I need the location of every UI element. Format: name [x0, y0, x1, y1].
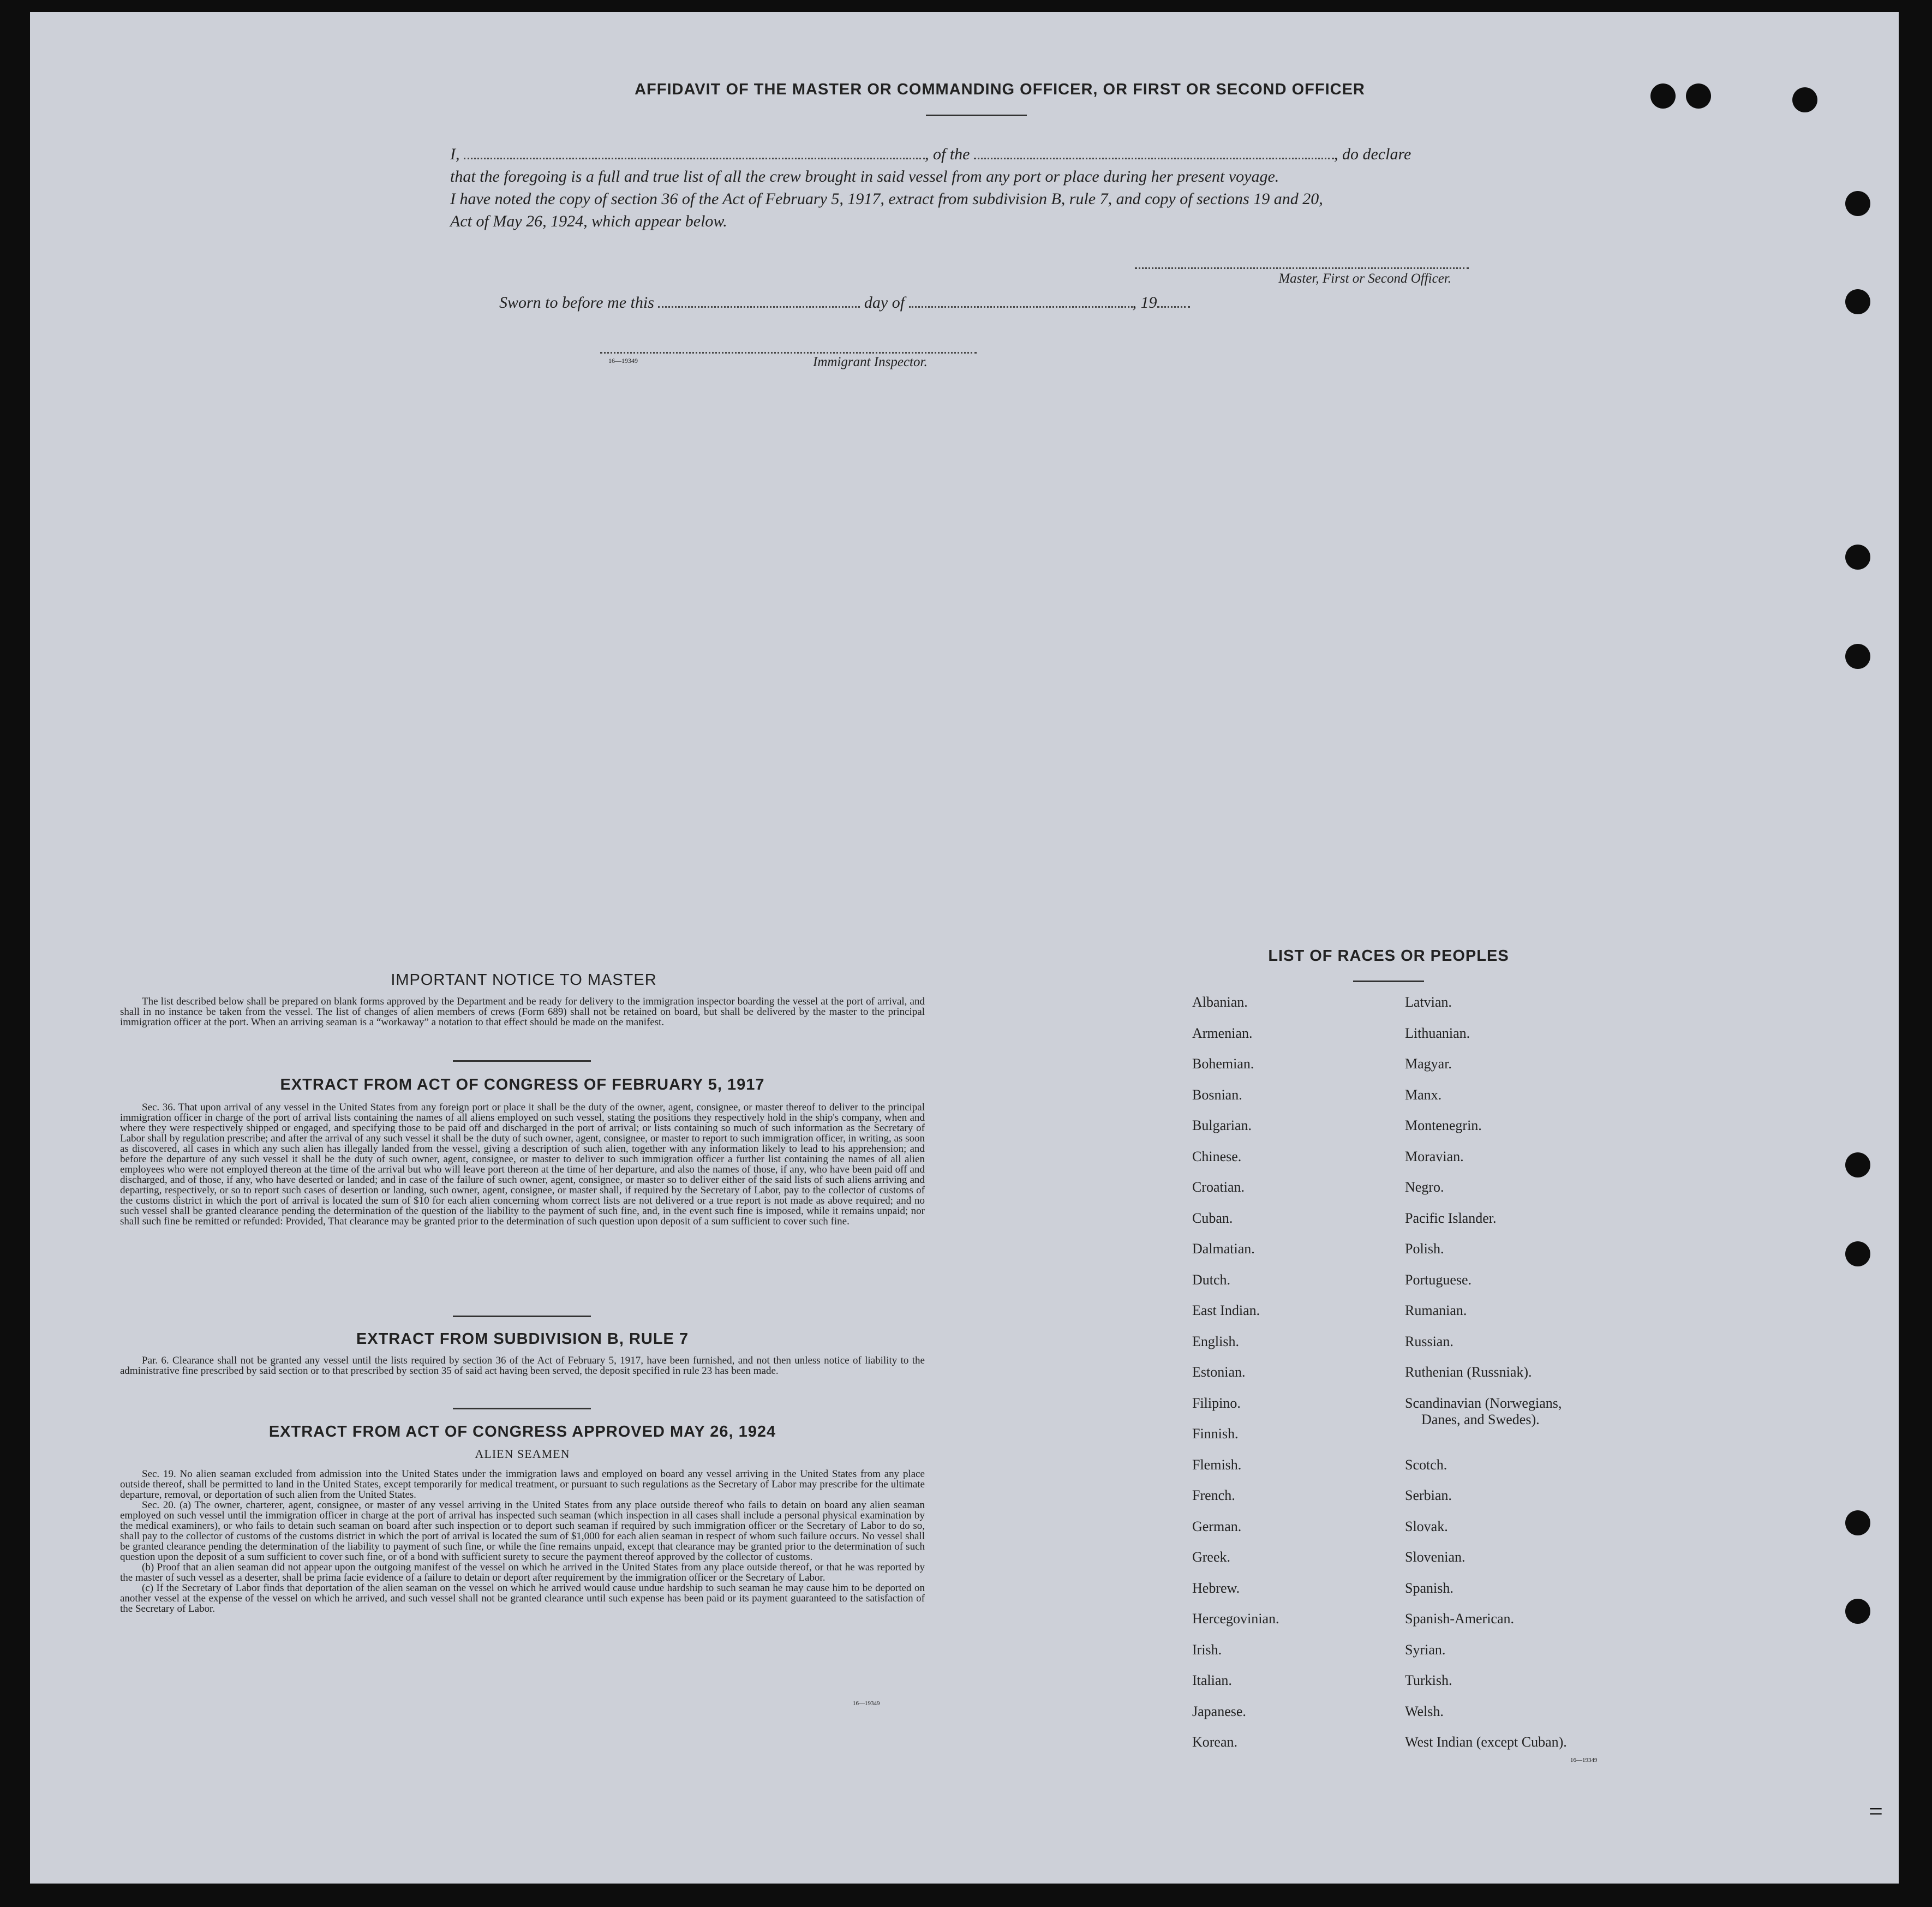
- race-item: Flemish.: [1192, 1456, 1242, 1473]
- race-item: Korean.: [1192, 1734, 1238, 1750]
- declaration-line-3: I have noted the copy of section 36 of the Act of February 5, 1917, extract from subdivision B, rule 7, and copy of sections 19 and 20,: [450, 190, 1323, 208]
- race-item: Slovak.: [1405, 1518, 1448, 1534]
- race-item: English.: [1192, 1333, 1239, 1349]
- races-left-column: [1192, 994, 1279, 1765]
- inspector-signature-field[interactable]: [600, 352, 977, 354]
- race-item: East Indian.: [1192, 1302, 1260, 1318]
- race-item: [1405, 1395, 1567, 1457]
- race-item: Cuban.: [1192, 1210, 1233, 1226]
- declaration-of: , of the: [925, 145, 970, 163]
- race-item: Finnish.: [1192, 1426, 1239, 1442]
- signature-label: Master, First or Second Officer.: [1278, 271, 1451, 286]
- declaration-declare: , do declare: [1334, 145, 1411, 163]
- sworn-year-field[interactable]: [1157, 306, 1190, 308]
- race-item: Moravian.: [1405, 1148, 1464, 1164]
- title-divider: [926, 115, 1027, 116]
- officer-name-field[interactable]: [464, 157, 925, 159]
- sworn-statement: [499, 294, 1263, 312]
- race-item: Bulgarian.: [1192, 1117, 1252, 1133]
- race-item: Rumanian.: [1405, 1302, 1467, 1318]
- punch-hole: [1686, 83, 1711, 109]
- punch-hole: [1845, 644, 1870, 669]
- sec-20b-paragraph: (b) Proof that an alien seaman did not appear upon the outgoing manifest of the vessel on which he arrived in the United States from any place outside thereof, or that he was reported by the master of such vessel as a deserter, shall be prima facie evidence of a failure to detain or deport after requirement by the immigration officer or the Secretary of Labor.: [120, 1562, 925, 1583]
- margin-mark: =: [1869, 1797, 1883, 1825]
- punch-hole: [1845, 1599, 1870, 1624]
- punch-hole: [1845, 1241, 1870, 1266]
- race-item: Syrian.: [1405, 1641, 1446, 1658]
- section-divider: [453, 1060, 591, 1062]
- par-6-paragraph: Par. 6. Clearance shall not be granted any vessel until the lists required by section 36 of the Act of February 5, 1917, have been furnished, and not then unless notice of liability to the administrative fine prescribed by said section or to that prescribed by section 35 of said act having been served, the deposit specified in rule 23 has been made.: [120, 1355, 925, 1377]
- race-item: Dutch.: [1192, 1271, 1231, 1288]
- race-item: German.: [1192, 1518, 1242, 1534]
- signature-field[interactable]: [1135, 267, 1469, 269]
- declaration-line-1: [450, 143, 1498, 165]
- race-item: Hercegovinian.: [1192, 1611, 1279, 1627]
- race-item: Manx.: [1405, 1086, 1442, 1103]
- races-list-title: LIST OF RACES OR PEOPLES: [1268, 947, 1509, 965]
- race-item: Portuguese.: [1405, 1271, 1472, 1288]
- affidavit-title: AFFIDAVIT OF THE MASTER OR COMMANDING OFFICER, OR FIRST OR SECOND OFFICER: [635, 81, 1365, 98]
- race-item: Turkish.: [1405, 1672, 1452, 1688]
- form-number: 16—19349: [853, 1700, 880, 1707]
- punch-hole: [1845, 191, 1870, 216]
- race-item: Scotch.: [1405, 1456, 1447, 1473]
- punch-hole: [1845, 545, 1870, 570]
- race-item: Russian.: [1405, 1333, 1454, 1349]
- race-item: Italian.: [1192, 1672, 1232, 1688]
- sec-36-paragraph: Sec. 36. That upon arrival of any vessel in the United States from any foreign port or place it shall be the duty of the owner, agent, consignee, or master thereof to deliver to the principal immigration officer in charge of the port of arrival lists containing the names of all aliens employed on such vessel, stating the positions they respectively hold in the ship's company, when and where they were respectively shipped or engaged, and specifying those to be paid off and discharged in the port of arrival; or lists containing so much of such information as the Secretary of Labor shall by regulation prescribe; and after the arrival of any such vessel it shall be the duty of such owner, agent, consignee, or master to report to such immigration officer, in writing, as soon as discovered, all cases in which any such alien has illegally landed from the vessel, giving a description of such alien, together with any information likely to lead to his apprehension; and before the departure of any such vessel it shall be the duty of such owner, agent, consignee, or master to deliver to such immigration officer a further list containing the names of all alien employees who were not employed thereon at the time of the arrival but who will leave port thereon at the time of her departure, and also the names of those, if any, who have been paid off and discharged, and of those, if any, who have deserted or landed; and in case of the failure of such owner, agent, consignee, or master so to deliver either of the said lists of such aliens arriving and departing, respectively, or so to report such cases of desertion or landing, such owner, agent, consignee, or master shall, if required by the Secretary of Labor, pay to the collector of customs of the customs district in which the port of arrival is located the sum of $10 for each alien concerning whom correct lists are not delivered or a true report is not made as above required; and no such vessel shall be granted clearance pending the determination of the question of the liability to the payment of such fine, and, in the event such fine is imposed, while it remains unpaid; nor shall such fine be remitted or refunded: Provided, That clearance may be granted prior to the determination of such question upon deposit of a sum sufficient to cover such fine.: [120, 1102, 925, 1227]
- sworn-month-field[interactable]: [909, 306, 1133, 308]
- race-item: Japanese.: [1192, 1703, 1246, 1719]
- sworn-day-field[interactable]: [658, 306, 860, 308]
- sec-20a-paragraph: Sec. 20. (a) The owner, charterer, agent, consignee, or master of any vessel arriving in the United States from any place outside thereof who fails to detain on board any alien seaman employed on such vessel until the immigration officer in charge at the port of arrival has inspected such seaman (which inspection in all cases shall include a personal physical examination by the medical examiners), or who fails to detain such seaman on board after such inspection or to deport such seaman if required by such immigration officer or the Secretary of Labor to do so, shall pay to the collector of customs of the customs district in which the port of arrival is located the sum of $1,000 for each alien seaman in respect of whom such failure occurs. No vessel shall be granted clearance pending the determination of the liability to payment of such fine, or while the fine remains unpaid, except that clearance may be granted prior to the determination of such question upon the deposit of a sum sufficient to cover such fine, or of a bond with sufficient surety to secure the payment thereof approved by the collector of customs.: [120, 1499, 925, 1563]
- race-item: Spanish.: [1405, 1580, 1454, 1596]
- notice-text: [120, 996, 925, 1027]
- race-item: Ruthenian (Russniak).: [1405, 1364, 1532, 1380]
- alien-seamen-subtitle: ALIEN SEAMEN: [475, 1447, 570, 1461]
- extract-rule7-title: EXTRACT FROM SUBDIVISION B, RULE 7: [356, 1330, 689, 1348]
- punch-hole: [1845, 289, 1870, 314]
- race-item: Armenian.: [1192, 1025, 1253, 1041]
- section-divider: [453, 1316, 591, 1317]
- sworn-year: , 19: [1132, 294, 1157, 312]
- sworn-day-of: day of: [864, 294, 905, 312]
- race-item: Lithuanian.: [1405, 1025, 1470, 1041]
- race-item: West Indian (except Cuban).: [1405, 1734, 1567, 1750]
- race-item: Chinese.: [1192, 1148, 1242, 1164]
- race-item: Latvian.: [1405, 994, 1452, 1010]
- section-divider: [453, 1408, 591, 1409]
- sec-19-paragraph: Sec. 19. No alien seaman excluded from admission into the United States under the immigration laws and employed on board any vessel arriving in the United States from any place outside thereof, shall be permitted to land in the United States, except temporarily for medical treatment, or pursuant to such regulations as the Secretary of Labor may prescribe for the ultimate departure, removal, or deportation of such alien from the United States.: [120, 1468, 925, 1501]
- race-item: Bosnian.: [1192, 1086, 1242, 1103]
- punch-hole: [1650, 83, 1676, 109]
- race-item: Negro.: [1405, 1179, 1444, 1195]
- extract-1924-title: EXTRACT FROM ACT OF CONGRESS APPROVED MAY 26, 1924: [268, 1423, 776, 1440]
- race-item: Croatian.: [1192, 1179, 1245, 1195]
- race-item: Serbian.: [1405, 1487, 1452, 1503]
- inspector-label: Immigrant Inspector.: [813, 355, 928, 369]
- extract-1924-text: [120, 1469, 925, 1614]
- vessel-name-field[interactable]: [974, 157, 1334, 159]
- affidavit-declaration: [450, 143, 1498, 232]
- race-item: Estonian.: [1192, 1364, 1246, 1380]
- extract-1917-text: [120, 1102, 925, 1227]
- race-item: Dalmatian.: [1192, 1241, 1255, 1257]
- race-item-line: Scandinavian (Norwegians,: [1405, 1395, 1562, 1411]
- race-item-line: Danes, and Swedes).: [1421, 1411, 1540, 1427]
- race-item: Slovenian.: [1405, 1549, 1466, 1565]
- race-item: Filipino.: [1192, 1395, 1241, 1411]
- punch-hole: [1845, 1152, 1870, 1177]
- notice-title: IMPORTANT NOTICE TO MASTER: [391, 971, 657, 989]
- sec-20c-paragraph: (c) If the Secretary of Labor finds that deportation of the alien seaman on the vessel on which he arrived would cause undue hardship to such seaman he may cause him to be deported on another vessel at the expense of the vessel on which he arrived, and such vessel shall not be granted clearance until such expense has been paid or its payment guaranteed to the satisfaction of the Secretary of Labor.: [120, 1582, 925, 1615]
- races-title-divider: [1353, 981, 1424, 982]
- punch-hole: [1845, 1510, 1870, 1535]
- race-item: Spanish-American.: [1405, 1611, 1515, 1627]
- race-item: Greek.: [1192, 1549, 1231, 1565]
- declaration-line-4: Act of May 26, 1924, which appear below.: [450, 212, 727, 230]
- sworn-prefix: Sworn to before me this: [499, 294, 654, 312]
- race-item: Albanian.: [1192, 994, 1248, 1010]
- race-item: Montenegrin.: [1405, 1117, 1482, 1133]
- race-item: Hebrew.: [1192, 1580, 1240, 1596]
- race-item: Polish.: [1405, 1241, 1444, 1257]
- extract-rule7-text: [120, 1355, 925, 1376]
- form-number: 16—19349: [1570, 1757, 1598, 1763]
- races-right-column: [1405, 994, 1567, 1765]
- race-item: Welsh.: [1405, 1703, 1444, 1719]
- declaration-i: I,: [450, 145, 460, 163]
- race-item: Magyar.: [1405, 1056, 1452, 1072]
- race-item: Irish.: [1192, 1641, 1222, 1658]
- punch-hole: [1792, 87, 1817, 112]
- race-item: Pacific Islander.: [1405, 1210, 1497, 1226]
- race-item: Bohemian.: [1192, 1056, 1254, 1072]
- race-item: French.: [1192, 1487, 1235, 1503]
- extract-1917-title: EXTRACT FROM ACT OF CONGRESS OF FEBRUARY 5, 1917: [280, 1076, 765, 1093]
- form-number: 16—19349: [608, 357, 638, 364]
- declaration-line-2: that the foregoing is a full and true list of all the crew brought in said vessel from any port or place during her present voyage.: [450, 168, 1279, 186]
- notice-paragraph: The list described below shall be prepared on blank forms approved by the Department and be ready for delivery to the immigration inspector boarding the vessel at the port of arrival, and shall in no instance be taken from the vessel. The list of changes of alien members of crews (Form 689) shall not be retained on board, but shall be delivered by the master to the principal immigration officer at the port. When an arriving seaman is a “workaway” a notation to that effect should be made on the manifest.: [120, 996, 925, 1028]
